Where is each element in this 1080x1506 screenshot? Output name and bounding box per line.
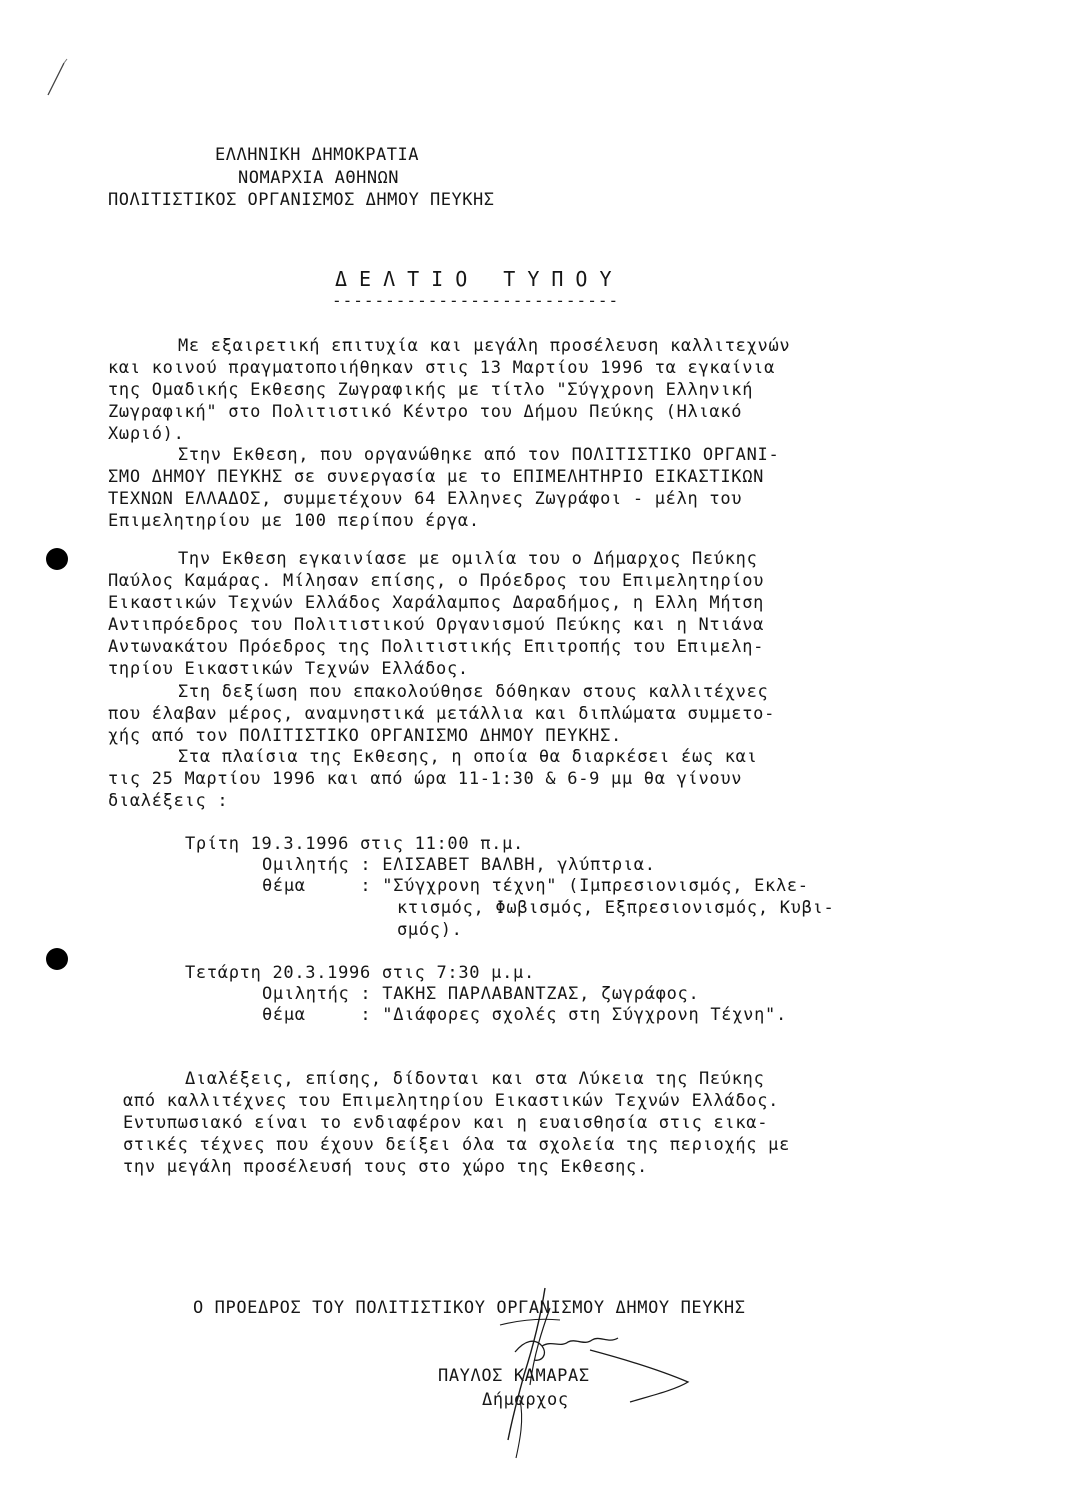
p1-line-5: Χωριό). [108, 424, 185, 444]
lecture-1-date: Τρίτη 19.3.1996 στις 11:00 π.μ. [185, 834, 524, 854]
p3-line-5: Αντωνακάτου Πρόεδρος της Πολιτιστικής Επιτροπής του Επιμελη- [108, 637, 765, 657]
signature-role: Ο ΠΡΟΕΔΡΟΣ ΤΟΥ ΠΟΛΙΤΙΣΤΙΚΟΥ ΟΡΓΑΝΙΣΜΟΥ ΔΗΜΟΥ ΠΕΥΚΗΣ [193, 1298, 746, 1318]
lecture-1-topic: θέμα : "Σύγχρονη τέχνη" (Ιμπρεσιονισμός, Εκλε- [262, 876, 809, 896]
p1-line-3: της Ομαδικής Εκθεσης Ζωγραφικής με τίτλο "Σύγχρονη Ελληνική [108, 380, 754, 400]
p2-line-4: Επιμελητηρίου με 100 περίπου έργα. [108, 511, 480, 531]
header-line-3: ΠΟΛΙΤΙΣΤΙΚΟΣ ΟΡΓΑΝΙΣΜΟΣ ΔΗΜΟΥ ΠΕΥΚΗΣ [108, 190, 495, 210]
p3-line-2: Παύλος Καμάρας. Μίλησαν επίσης, ο Πρόεδρος του Επιμελητηρίου [108, 571, 765, 591]
lecture-2-speaker: Ομιλητής : ΤΑΚΗΣ ΠΑΡΛΑΒΑΝΤΖΑΣ, ζωγράφος. [262, 984, 700, 1004]
p6-line-4: στικές τέχνες που έχουν δείξει όλα τα σχολεία της περιοχής με [123, 1135, 791, 1155]
lecture-2-date: Τετάρτη 20.3.1996 στις 7:30 μ.μ. [185, 963, 535, 983]
p6-line-1: Διαλέξεις, επίσης, δίδονται και στα Λύκεια της Πεύκης [185, 1069, 765, 1089]
signature-name: ΠΑΥΛΟΣ ΚΑΜΑΡΑΣ [438, 1366, 590, 1386]
p4-line-3: χής από τον ΠΟΛΙΤΙΣΤΙΚΟ ΟΡΓΑΝΙΣΜΟ ΔΗΜΟΥ ΠΕΥΚΗΣ. [108, 726, 622, 746]
signature-title: Δήμαρχος [482, 1390, 569, 1410]
pen-mark [40, 55, 80, 100]
p3-line-6: τηρίου Εικαστικών Τεχνών Ελλάδος. [108, 659, 469, 679]
handwritten-signature [490, 1280, 710, 1470]
title-underline: --------------------------- [332, 291, 620, 310]
p6-line-5: την μεγάλη προσέλευσή τους στο χώρο της Εκθεσης. [123, 1157, 648, 1177]
p5-line-3: διαλέξεις : [108, 791, 229, 811]
p6-line-2: από καλλιτέχνες του Επιμελητηρίου Εικαστικών Τεχνών Ελλάδος. [123, 1091, 780, 1111]
header-line-1: ΕΛΛΗΝΙΚΗ ΔΗΜΟΚΡΑΤΙΑ [215, 145, 419, 165]
p3-line-1: Την Εκθεση εγκαινίασε με ομιλία του ο Δήμαρχος Πεύκης [178, 549, 758, 569]
p3-line-3: Εικαστικών Τεχνών Ελλάδος Χαράλαμπος Δαραδήμος, η Ελλη Μήτση [108, 593, 765, 613]
p5-line-2: τις 25 Μαρτίου 1996 και από ώρα 11-1:30 & 6-9 μμ θα γίνουν [108, 769, 743, 789]
lecture-1-topic-cont-1: κτισμός, Φωβισμός, Εξπρεσιονισμός, Κυβι- [397, 898, 835, 918]
lecture-2-topic: θέμα : "Διάφορες σχολές στη Σύγχρονη Τέχνη". [262, 1005, 787, 1025]
p2-line-2: ΣΜΟ ΔΗΜΟΥ ΠΕΥΚΗΣ σε συνεργασία με το ΕΠΙΜΕΛΗΤΗΡΙΟ ΕΙΚΑΣΤΙΚΩΝ [108, 467, 765, 487]
p4-line-2: που έλαβαν μέρος, αναμνηστικά μετάλλια και διπλώματα συμμετο- [108, 704, 776, 724]
p1-line-1: Με εξαιρετική επιτυχία και μεγάλη προσέλευση καλλιτεχνών [178, 336, 791, 356]
p2-line-3: ΤΕΧΝΩΝ ΕΛΛΑΔΟΣ, συμμετέχουν 64 Ελληνες Ζωγράφοι - μέλη του [108, 489, 743, 509]
lecture-1-topic-cont-2: σμός). [397, 920, 463, 940]
margin-dot-1 [46, 548, 68, 570]
p5-line-1: Στα πλαίσια της Εκθεσης, η οποία θα διαρκέσει έως και [178, 747, 758, 767]
lecture-1-speaker: Ομιλητής : ΕΛΙΣΑΒΕΤ ΒΑΛΒΗ, γλύπτρια. [262, 855, 656, 875]
p1-line-2: και κοινού πραγματοποιήθηκαν στις 13 Μαρτίου 1996 τα εγκαίνια [108, 358, 776, 378]
document-title: ΔΕΛΤΙΟ ΤΥΠΟΥ [335, 267, 624, 291]
p4-line-1: Στη δεξίωση που επακολούθησε δόθηκαν στους καλλιτέχνες [178, 682, 769, 702]
p3-line-4: Αντιπρόεδρος του Πολιτιστικού Οργανισμού Πεύκης και η Ντιάνα [108, 615, 765, 635]
p2-line-1: Στην Εκθεση, που οργανώθηκε από τον ΠΟΛΙΤΙΣΤΙΚΟ ΟΡΓΑΝΙ- [178, 445, 780, 465]
p1-line-4: Ζωγραφική" στο Πολιτιστικό Κέντρο του Δήμου Πεύκης (Ηλιακό [108, 402, 743, 422]
header-line-2: ΝΟΜΑΡΧΙΑ ΑΘΗΝΩΝ [238, 168, 400, 188]
p6-line-3: Εντυπωσιακό είναι το ενδιαφέρον και η ευαισθησία στις εικα- [123, 1113, 769, 1133]
margin-dot-2 [46, 948, 68, 970]
